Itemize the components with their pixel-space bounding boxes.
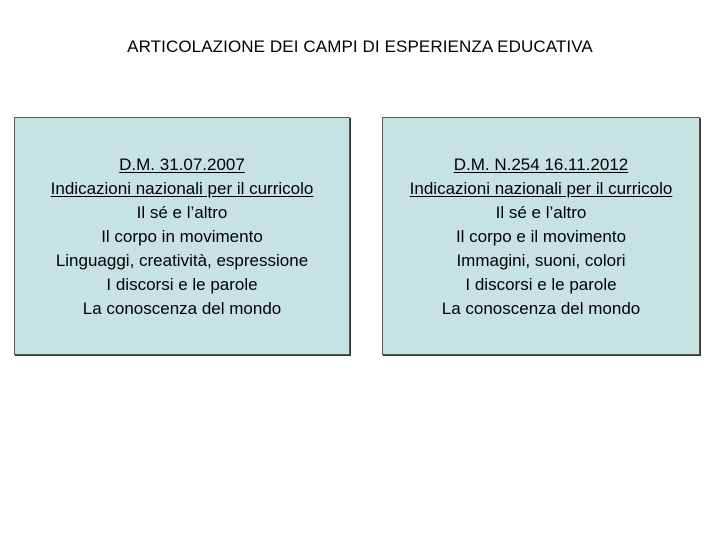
right-box-item: Il sé e l’altro <box>495 203 587 222</box>
right-box-subheading-text: Indicazioni nazionali per il curricolo <box>409 179 673 198</box>
page-title: ARTICOLAZIONE DEI CAMPI DI ESPERIENZA EDUCATIVA <box>127 37 593 56</box>
right-box-item: Il corpo e il movimento <box>455 227 627 246</box>
right-box-lines <box>375 153 707 321</box>
left-text-box <box>14 117 350 355</box>
right-box-item: I discorsi e le parole <box>465 275 617 294</box>
left-box-heading <box>15 153 349 177</box>
left-box-subheading-text: Indicazioni nazionali per il curricolo <box>50 179 314 198</box>
left-box-subheading <box>15 177 349 201</box>
left-box-item: I discorsi e le parole <box>106 275 258 294</box>
right-box-subheading <box>375 177 707 201</box>
right-box-item: La conoscenza del mondo <box>441 299 641 318</box>
left-box-heading-text: D.M. 31.07.2007 <box>119 155 245 174</box>
left-box-item: Il corpo in movimento <box>101 227 263 246</box>
right-box-item: Immagini, suoni, colori <box>456 251 626 270</box>
left-box-item: Il sé e l’altro <box>136 203 228 222</box>
right-box-heading <box>375 153 707 177</box>
right-box-heading-text: D.M. N.254 16.11.2012 <box>453 155 629 174</box>
left-box-item: La conoscenza del mondo <box>82 299 282 318</box>
left-box-lines <box>15 153 349 321</box>
left-box-item: Linguaggi, creatività, espressione <box>55 251 309 270</box>
right-text-box <box>382 117 700 355</box>
